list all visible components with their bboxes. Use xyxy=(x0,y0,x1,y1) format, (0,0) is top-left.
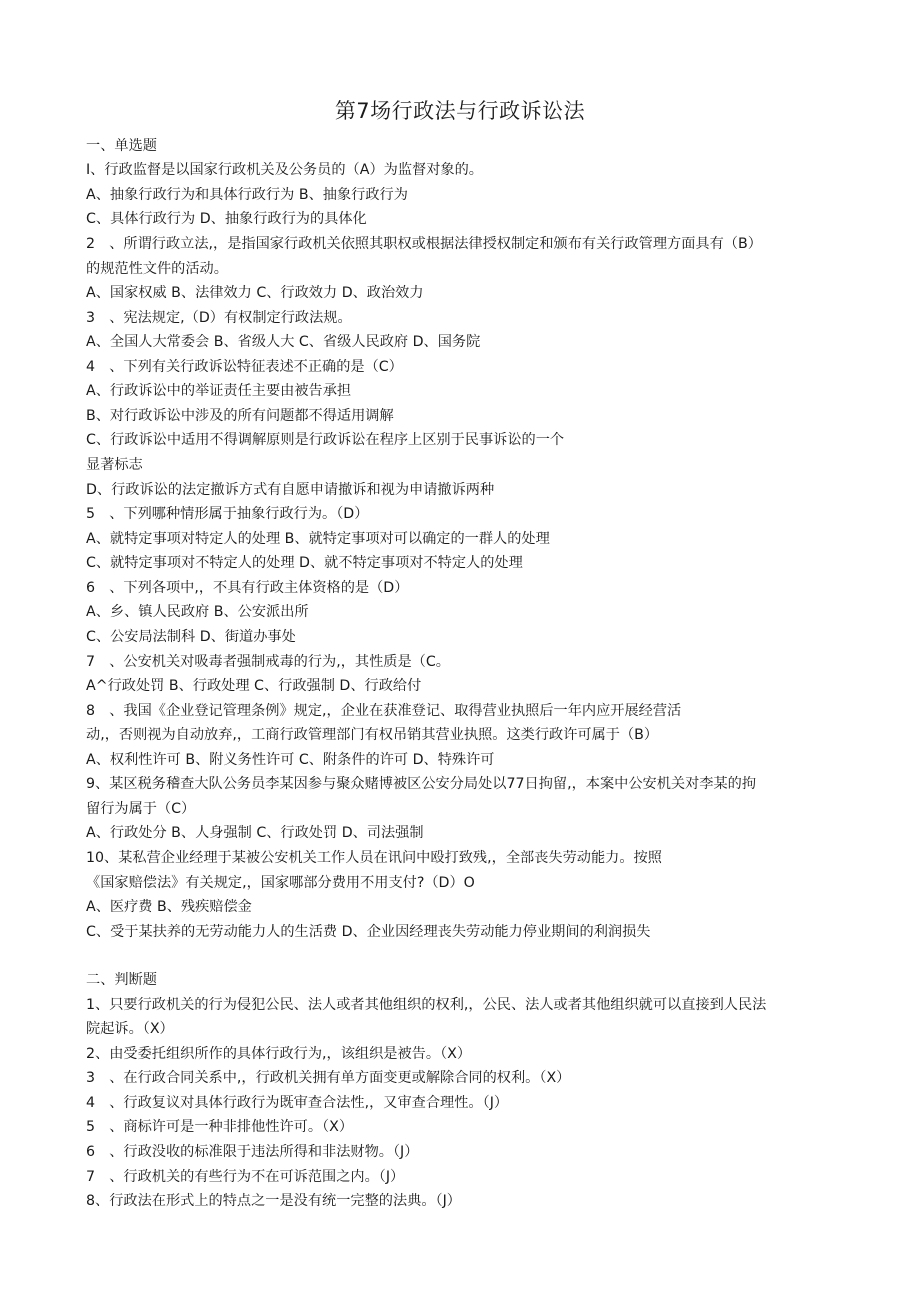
judgment-1-continued: 院起诉。（X） xyxy=(86,1021,174,1037)
question-3-options: A、全国人大常委会 B、省级人大 C、省级人民政府 D、国务院 xyxy=(86,334,481,350)
question-6: 6 、下列各项中,，不具有行政主体资格的是（D） xyxy=(86,580,409,596)
question-1-options-a: A、抽象行政行为和具体行政行为 B、抽象行政行为 xyxy=(86,187,408,203)
question-2-options: A、国家权威 B、法律效力 C、行政效力 D、政治效力 xyxy=(86,285,424,301)
question-6-options-a: A、乡、镇人民政府 B、公安派出所 xyxy=(86,604,309,620)
judgment-7: 7 、行政机关的有些行为不在可诉范围之内。（J） xyxy=(86,1169,405,1185)
question-2: 2 、所谓行政立法,，是指国家行政机关依照其职权或根据法律授权制定和颁布有关行政管理方面具有（B） xyxy=(86,236,762,252)
judgment-5: 5 、商标许可是一种非排他性许可。（X） xyxy=(86,1119,354,1135)
question-7-options: A^行政处罚 B、行政处理 C、行政强制 D、行政给付 xyxy=(86,678,422,694)
question-10: 10、某私营企业经理于某被公安机关工作人员在讯问中殴打致残,，全部丧失劳动能力。按照 xyxy=(86,850,662,866)
question-1-options-b: C、具体行政行为 D、抽象行政行为的具体化 xyxy=(86,211,367,227)
question-4: 4 、下列有关行政诉讼特征表述不正确的是（C） xyxy=(86,359,403,375)
question-7: 7 、公安机关对吸毒者强制戒毒的行为,，其性质是（C。 xyxy=(86,654,450,670)
question-6-options-b: C、公安局法制科 D、街道办事处 xyxy=(86,629,296,645)
question-5-options-b: C、就特定事项对不特定人的处理 D、就不特定事项对不特定人的处理 xyxy=(86,555,523,571)
judgment-2: 2、由受委托组织所作的具体行政行为,，该组织是被告。（X） xyxy=(86,1046,472,1062)
question-1: I、行政监督是以国家行政机关及公务员的（A）为监督对象的。 xyxy=(86,162,483,178)
question-4-option-d: D、行政诉讼的法定撤诉方式有自愿申请撤诉和视为申请撤诉两种 xyxy=(86,482,495,498)
judgment-4: 4 、行政复议对具体行政行为既审查合法性,，又审查合理性。（J） xyxy=(86,1095,509,1111)
page-title: 第7场行政法与行政诉讼法 xyxy=(334,99,586,123)
question-9-options: A、行政处分 B、人身强制 C、行政处罚 D、司法强制 xyxy=(86,825,424,841)
question-9: 9、某区税务稽查大队公务员李某因参与聚众赌博被区公安分局处以77日拘留,，本案中公安机关对李某的拘 xyxy=(86,776,757,792)
question-4-option-c: C、行政诉讼中适用不得调解原则是行政诉讼在程序上区别于民事诉讼的一个 xyxy=(86,432,565,448)
question-2-continued: 的规范性文件的活动。 xyxy=(86,261,228,277)
question-9-continued: 留行为属于（C） xyxy=(86,801,196,817)
question-3: 3 、宪法规定,（D）有权制定行政法规。 xyxy=(86,310,352,326)
question-8: 8 、我国《企业登记管理条例》规定,，企业在获准登记、取得营业执照后一年内应开展经营活 xyxy=(86,703,682,719)
question-4-option-a: A、行政诉讼中的举证责任主要由被告承担 xyxy=(86,383,352,399)
question-10-options-b: C、受于某扶养的无劳动能力人的生活费 D、企业因经理丧失劳动能力停业期间的利润损失 xyxy=(86,924,651,940)
section-heading-single-choice: 一、单选题 xyxy=(86,138,157,154)
judgment-1: 1、只要行政机关的行为侵犯公民、法人或者其他组织的权利,，公民、法人或者其他组织就可以直接到人民法 xyxy=(86,997,767,1013)
section-heading-true-false: 二、判断题 xyxy=(86,972,157,988)
question-5-options-a: A、就特定事项对特定人的处理 B、就特定事项对可以确定的一群人的处理 xyxy=(86,531,550,547)
question-4-option-b: B、对行政诉讼中涉及的所有问题都不得适用调解 xyxy=(86,408,394,424)
question-8-options: A、权利性许可 B、附义务性许可 C、附条件的许可 D、特殊许可 xyxy=(86,752,495,768)
question-10-continued: 《国家赔偿法》有关规定,，国家哪部分费用不用支付?（D）O xyxy=(86,875,475,891)
question-10-options-a: A、医疗费 B、残疾赔偿金 xyxy=(86,899,252,915)
judgment-6: 6 、行政没收的标准限于违法所得和非法财物。（J） xyxy=(86,1144,419,1160)
question-8-continued: 动,，否则视为自动放弃,，工商行政管理部门有权吊销其营业执照。这类行政许可属于（B） xyxy=(86,727,659,743)
judgment-3: 3 、在行政合同关系中,，行政机关拥有单方面变更或解除合同的权利。（X） xyxy=(86,1070,571,1086)
judgment-8: 8、行政法在形式上的特点之一是没有统一完整的法典。（J） xyxy=(86,1193,461,1209)
question-5: 5 、下列哪种情形属于抽象行政行为。（D） xyxy=(86,506,369,522)
question-4-option-c-continued: 显著标志 xyxy=(86,457,143,473)
